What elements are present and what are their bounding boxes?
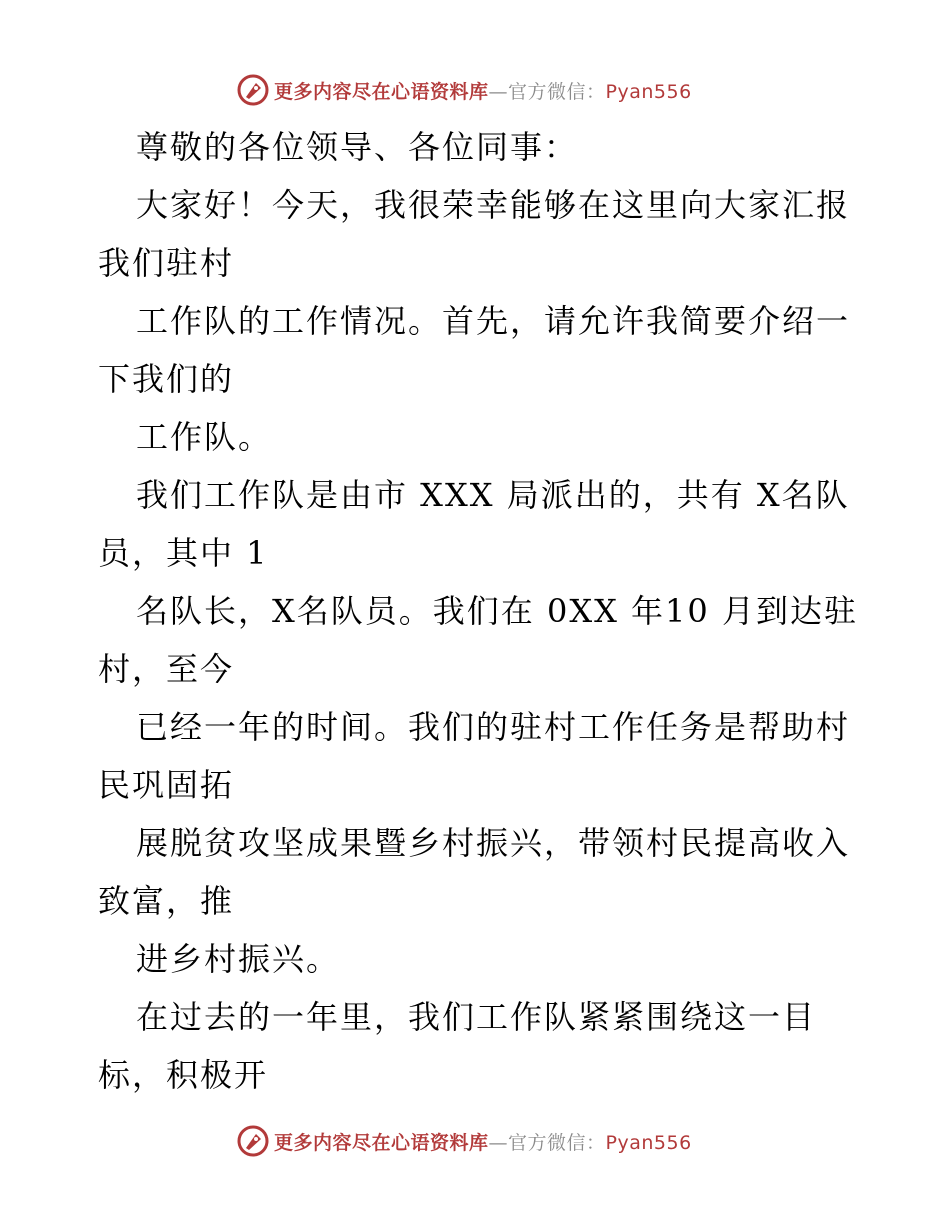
text-line: 尊敬的各位领导、各位同事： [136, 128, 579, 166]
text-line: 工作队的工作情况。首先，请允许我简要介绍一 [136, 302, 851, 340]
text-line: 村，至今 [98, 650, 235, 688]
text-line: 致富，推 [98, 882, 235, 920]
watermark-wechat-id: Pyan556 [605, 80, 692, 103]
watermark-wechat-label: 官方微信： [508, 1131, 606, 1154]
text-line: 已经一年的时间。我们的驻村工作任务是帮助村 [136, 708, 851, 746]
text-line: 进乡村振兴。 [136, 940, 341, 978]
watermark-wechat-id: Pyan556 [605, 1131, 692, 1154]
text-line: 名队长，X名队员。我们在 0XX 年10 月到达驻 [136, 592, 858, 630]
text-line: 大家好！今天，我很荣幸能够在这里向大家汇报 [136, 186, 851, 224]
watermark-wechat-label: 官方微信： [508, 80, 606, 103]
watermark-text [274, 1128, 692, 1155]
text-line: 民巩固拓 [98, 766, 235, 804]
text-line: 工作队。 [136, 418, 273, 456]
watermark-text [274, 77, 692, 104]
pen-nib-logo-icon [236, 73, 270, 107]
text-line: 标，积极开 [98, 1056, 269, 1094]
text-line: 我们工作队是由市 XXX 局派出的，共有 X名队 [136, 476, 850, 514]
document-body [98, 118, 858, 1104]
watermark-brand: 更多内容尽在心语资料库 [274, 1131, 489, 1154]
watermark-separator: — [488, 1131, 509, 1154]
text-line: 展脱贫攻坚成果暨乡村振兴，带领村民提高收入 [136, 824, 851, 862]
footer-watermark [236, 1121, 692, 1161]
pen-nib-logo-icon [236, 1124, 270, 1158]
header-watermark [236, 70, 692, 110]
watermark-separator: — [488, 80, 509, 103]
text-line: 下我们的 [98, 360, 235, 398]
text-line: 员，其中 1 [98, 534, 269, 572]
watermark-brand: 更多内容尽在心语资料库 [274, 80, 489, 103]
text-line: 我们驻村 [98, 244, 235, 282]
text-line: 在过去的一年里，我们工作队紧紧围绕这一目 [136, 998, 817, 1036]
